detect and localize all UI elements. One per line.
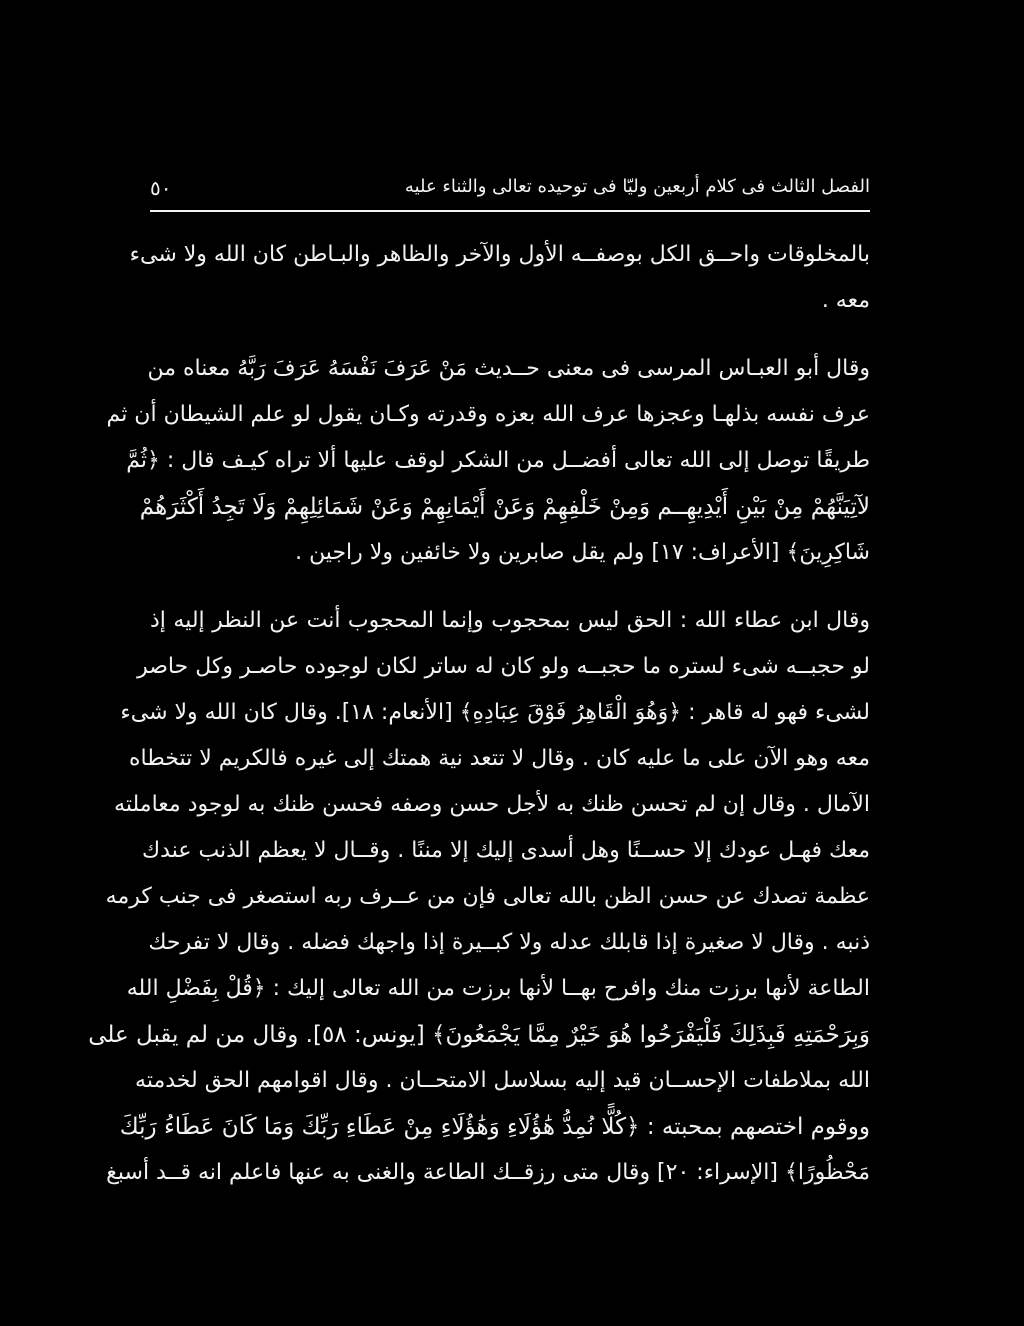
text-line: عرف نفسه بذلهـا وعجزها عرف الله بعزه وقدرته وكـان يقول لو علم الشيطان أن ثم: [106, 402, 870, 427]
text-line: لشىء فهو له قاهر : ﴿وَهُوَ الْقَاهِرُ فَوْقَ عِبَادِهِ﴾ [الأنعام: ١٨]. وقال كان الله ولا شىء: [120, 700, 870, 725]
text-line: الله بملاطفات الإحســان قيد إليه بسلاسل الامتحــان . وقال اقوامهم الحق لخدمته: [135, 1068, 870, 1093]
quran-verse-line: لآتِيَنَّهُمْ مِنْ بَيْنِ أَيْدِيهِــم وَمِنْ خَلْفِهِمْ وَعَنْ أَيْمَانِهِمْ وَعَنْ شَمَائِلِهِمْ وَلَا تَجِدُ أَكْثَرَهُمْ: [139, 494, 870, 520]
text-line: معه .: [821, 288, 870, 313]
text-line: عظمة تصدك عن حسن الظن بالله تعالى فإن من عــرف ربه استصغر فى جنب كرمه: [105, 884, 870, 909]
text-line: بالمخلوقات واحــق الكل بوصفــه الأول والآخر والظاهر والبـاطن كان الله ولا شىء: [129, 242, 870, 267]
text-line: معك فهـل عودك إلا حســنًا وهل أسدى إليك إلا مننًا . وقــال لا يعظم الذنب عندك: [142, 838, 870, 863]
body-text: [88, 232, 870, 1196]
text-line: وقال أبو العبـاس المرسى فى معنى حــديث مَنْ عَرَفَ نَفْسَهُ عَرَفَ رَبَّهُ معناه من: [147, 356, 870, 381]
quran-verse-line: ووقوم اختصهم بمحبته : ﴿كُلًّا نُمِدُّ هَٰؤُلَاءِ وَهَٰؤُلَاءِ مِنْ عَطَاءِ رَبِّكَ وَمَا كَانَ عَطَاءُ رَبِّكَ: [119, 1114, 870, 1140]
text-line: لو حجبــه شىء لستره ما حجبــه ولو كان له ساتر لكان لوجوده حاصـر وكل حاصر: [137, 654, 870, 679]
header-rule: [150, 210, 870, 212]
text-line: معه وهو الآن على ما عليه كان . وقال لا تتعد نية همتك إلى غيره فالكريم لا تتخطاه: [129, 746, 870, 771]
text-line: مَحْظُورًا﴾ [الإسراء: ٢٠] وقال متى رزقــك الطاعة والغنى به عنها فاعلم انه قــد أسبغ: [106, 1160, 870, 1185]
text-line: الآمال . وقال إن لم تحسن ظنك به لأجل حسن وصفه فحسن ظنك به لوجود معاملته: [114, 792, 870, 817]
page-number: ٥٠: [150, 176, 172, 200]
text-line: طريقًا توصل إلى الله تعالى أفضــل من الشكر لوقف عليها ألا تراه كيـف قال : ﴿ثُمَّ: [126, 448, 870, 473]
text-line: الطاعة لأنها برزت منك وافرح بهــا لأنها برزت من الله تعالى إليك : ﴿قُلْ بِفَضْلِ الله: [126, 976, 870, 1001]
text-line: وقال ابن عطاء الله : الحق ليس بمحجوب وإنما المحجوب أنت عن النظر إليه إذ: [150, 608, 870, 633]
page-header: [150, 172, 870, 202]
text-line: ذنبه . وقال لا صغيرة إذا قابلك عدله ولا كبــيرة إذا واجهك فضله . وقال لا تفرحك: [148, 930, 870, 955]
running-title: الفصل الثالث فى كلام أربعين وليّا فى توحيده تعالى والثناء عليه: [404, 176, 870, 197]
text-line: شَاكِرِينَ﴾ [الأعراف: ١٧] ولم يقل صابرين ولا خائفين ولا راجين .: [295, 540, 870, 565]
quran-verse-line: وَبِرَحْمَتِهِ فَبِذَلِكَ فَلْيَفْرَحُوا هُوَ خَيْرٌ مِمَّا يَجْمَعُونَ﴾ [يونس: ٥٨]. وقال من لم يقبل على: [88, 1022, 870, 1048]
